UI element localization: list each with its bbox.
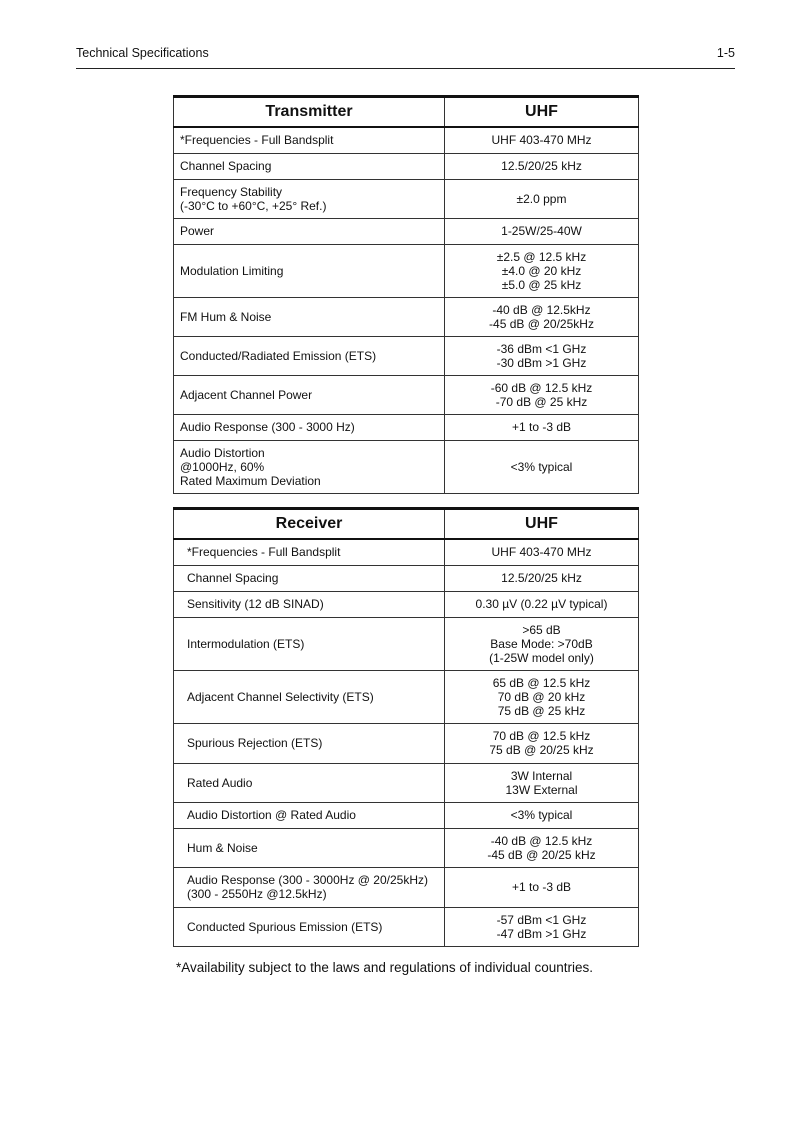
spec-label: Conducted/Radiated Emission (ETS) — [174, 336, 445, 375]
table-row — [174, 414, 639, 440]
table-row — [174, 907, 639, 946]
table-row — [174, 763, 639, 802]
spec-label: Audio Response (300 - 3000 Hz) — [174, 414, 445, 440]
spec-label: Intermodulation (ETS) — [174, 617, 445, 670]
column-header: Receiver — [174, 509, 445, 540]
spec-label: FM Hum & Noise — [174, 297, 445, 336]
spec-value: -40 dB @ 12.5kHz -45 dB @ 20/25kHz — [445, 297, 639, 336]
availability-footnote: *Availability subject to the laws and regulations of individual countries. — [176, 960, 593, 975]
table-row — [174, 828, 639, 867]
table-header-row — [174, 97, 639, 128]
spec-label: *Frequencies - Full Bandsplit — [174, 539, 445, 565]
table-row — [174, 723, 639, 763]
spec-value: -60 dB @ 12.5 kHz -70 dB @ 25 kHz — [445, 375, 639, 414]
spec-value: UHF 403-470 MHz — [445, 127, 639, 153]
column-header: Transmitter — [174, 97, 445, 128]
transmitter-spec-table — [173, 95, 639, 494]
spec-value: 0.30 µV (0.22 µV typical) — [445, 591, 639, 617]
spec-value: -57 dBm <1 GHz -47 dBm >1 GHz — [445, 907, 639, 946]
table-row — [174, 179, 639, 218]
spec-label: Sensitivity (12 dB SINAD) — [174, 591, 445, 617]
table-row — [174, 591, 639, 617]
column-header: UHF — [445, 509, 639, 540]
receiver-spec-table — [173, 507, 639, 947]
table-row — [174, 802, 639, 828]
table-row — [174, 127, 639, 153]
page-header — [76, 46, 735, 69]
spec-value: UHF 403-470 MHz — [445, 539, 639, 565]
spec-label: Channel Spacing — [174, 153, 445, 179]
spec-label: Channel Spacing — [174, 565, 445, 591]
table-row — [174, 440, 639, 493]
spec-value: +1 to -3 dB — [445, 414, 639, 440]
table-row — [174, 297, 639, 336]
spec-value: <3% typical — [445, 802, 639, 828]
spec-label: *Frequencies - Full Bandsplit — [174, 127, 445, 153]
table-header-row — [174, 509, 639, 540]
section-title: Technical Specifications — [76, 46, 209, 60]
table-row — [174, 539, 639, 565]
spec-label: Modulation Limiting — [174, 244, 445, 297]
spec-value: 3W Internal 13W External — [445, 763, 639, 802]
table-row — [174, 244, 639, 297]
spec-label: Audio Distortion @1000Hz, 60% Rated Maximum Deviation — [174, 440, 445, 493]
spec-label: Audio Response (300 - 3000Hz @ 20/25kHz) (300 - 2550Hz @12.5kHz) — [174, 867, 445, 907]
spec-label: Hum & Noise — [174, 828, 445, 867]
spec-value: 1-25W/25-40W — [445, 218, 639, 244]
table-row — [174, 670, 639, 723]
page-number: 1-5 — [716, 46, 735, 60]
spec-value: +1 to -3 dB — [445, 867, 639, 907]
spec-label: Conducted Spurious Emission (ETS) — [174, 907, 445, 946]
table-row — [174, 375, 639, 414]
table-row — [174, 218, 639, 244]
table-row — [174, 617, 639, 670]
spec-value: -36 dBm <1 GHz -30 dBm >1 GHz — [445, 336, 639, 375]
spec-label: Audio Distortion @ Rated Audio — [174, 802, 445, 828]
spec-value: 70 dB @ 12.5 kHz 75 dB @ 20/25 kHz — [445, 723, 639, 763]
table-row — [174, 153, 639, 179]
spec-value: ±2.0 ppm — [445, 179, 639, 218]
spec-label: Adjacent Channel Power — [174, 375, 445, 414]
table-row — [174, 336, 639, 375]
spec-label: Frequency Stability (-30°C to +60°C, +25° Ref.) — [174, 179, 445, 218]
spec-label: Power — [174, 218, 445, 244]
spec-value: -40 dB @ 12.5 kHz -45 dB @ 20/25 kHz — [445, 828, 639, 867]
spec-value: 12.5/20/25 kHz — [445, 153, 639, 179]
table-row — [174, 867, 639, 907]
spec-value: <3% typical — [445, 440, 639, 493]
spec-label: Spurious Rejection (ETS) — [174, 723, 445, 763]
spec-label: Adjacent Channel Selectivity (ETS) — [174, 670, 445, 723]
spec-label: Rated Audio — [174, 763, 445, 802]
table-row — [174, 565, 639, 591]
spec-value: 65 dB @ 12.5 kHz 70 dB @ 20 kHz 75 dB @ 25 kHz — [445, 670, 639, 723]
spec-value: ±2.5 @ 12.5 kHz ±4.0 @ 20 kHz ±5.0 @ 25 kHz — [445, 244, 639, 297]
spec-value: >65 dB Base Mode: >70dB (1-25W model only) — [445, 617, 639, 670]
column-header: UHF — [445, 97, 639, 128]
spec-value: 12.5/20/25 kHz — [445, 565, 639, 591]
